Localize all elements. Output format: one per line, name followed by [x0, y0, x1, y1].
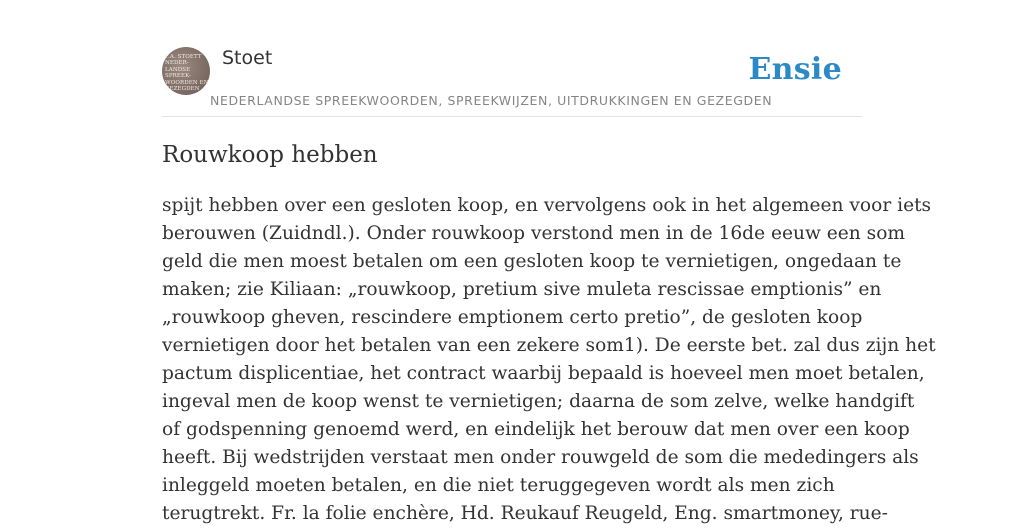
article-text-line: vernietigen door het betalen van een zekere som1). De eerste bet. zal dus zijn het [162, 335, 936, 356]
site-header [162, 40, 862, 117]
article-body [162, 192, 936, 528]
author-avatar[interactable] [162, 47, 210, 95]
ensie-logo-link[interactable]: Ensie [748, 52, 842, 87]
article-text-line: berouwen (Zuidndl.). Onder rouwkoop verstond men in de 16de eeuw een som [162, 223, 906, 244]
avatar-text: LANDSE [165, 66, 191, 73]
author-name-link[interactable]: Stoet [222, 47, 273, 69]
avatar-text: GEZEGDEN [165, 86, 200, 93]
article-text-line: heeft. Bij wedstrijden verstaat men onder rouwgeld de som die mededingers als [162, 447, 919, 468]
avatar-text: SPREEK- [165, 73, 191, 80]
article-text-line: spijt hebben over een gesloten koop, en vervolgens ook in het algemeen voor iets [162, 195, 932, 216]
avatar-text: NEDER- [165, 60, 189, 67]
avatar-text: WOORDEN EN [165, 79, 209, 86]
article-text-line: of godspenning genoemd werd, en eindelijk het berouw dat men over een koop [162, 419, 910, 440]
article-text-line: pactum displicentiae, het contract waarbij bepaald is hoeveel men moet betalen, [162, 363, 925, 384]
source-subtitle: NEDERLANDSE SPREEKWOORDEN, SPREEKWIJZEN, UITDRUKKINGEN EN GEZEGDEN [210, 93, 773, 108]
article-text-line: inleggeld moeten betalen, en die niet teruggegeven wordt als men zich [162, 475, 835, 496]
avatar-text: F.A. STOETT [165, 54, 202, 60]
article-text-line: ingeval men de koop wenst te vernietigen; daarna de som zelve, welke handgift [162, 391, 915, 412]
article-text-line: terugtrekt. Fr. la folie enchère, Hd. Reukauf Reugeld, Eng. smartmoney, rue- [162, 503, 888, 524]
article-text-line: geld die men moest betalen om een gesloten koop te vernietigen, ongedaan te [162, 251, 902, 272]
article-title: Rouwkoop hebben [162, 142, 378, 168]
article-text-line: maken; zie Kiliaan: „rouwkoop, pretium sive muleta rescissae emptionis” en [162, 279, 882, 300]
article-text-line: „rouwkoop gheven, rescindere emptionem certo pretio”, de gesloten koop [162, 307, 863, 328]
